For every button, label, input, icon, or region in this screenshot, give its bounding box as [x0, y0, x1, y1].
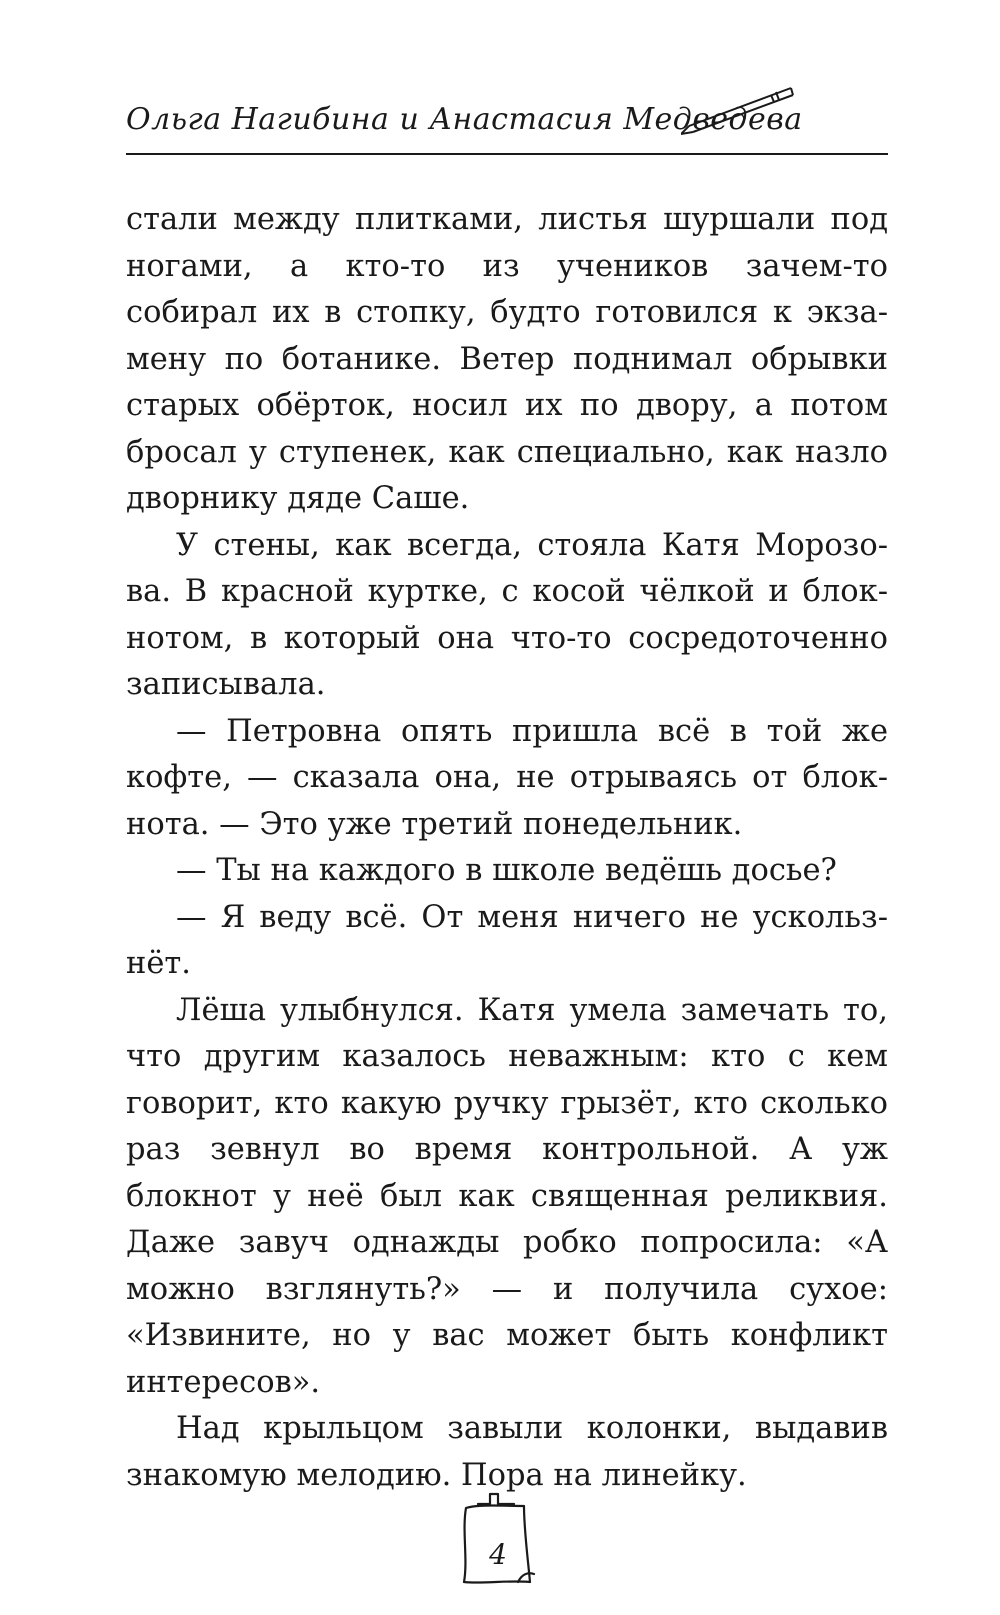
paragraph: Лёша улыбнулся. Катя умела замечать то, что другим казалось неважным: кто с кем говорит, кто какую ручку грызёт, кто сколько раз зевнул во время контрольной. А уж блокнот у неё был как священная реликвия. Даже завуч однажды робко попросила: «А можно взглянуть?» — и получила сухое: «Извините, но у вас может быть конфликт интересов». [126, 992, 888, 1400]
header-rule [126, 153, 888, 155]
paragraph: У стены, как всегда, стояла Катя Морозова. В красной куртке, с косой чёлкой и блокнотом, в который она что-то сосредоточенно записывала. [126, 527, 888, 702]
paragraph: стали между плитками, листья шуршали под ногами, а кто-то из учеников зачем-то собирал их в стопку, будто готовился к экзамену по ботанике. Ветер поднимал обрывки старых обёрток, носил их по двору, а потом бросал у ступенек, как специально, как назло дворнику дяде Саше. [126, 202, 888, 516]
body-text [126, 197, 888, 1499]
pen-icon [681, 80, 801, 140]
paragraph: Над крыльцом завыли колонки, выдавив знакомую мелодию. Пора на линейку. [126, 1411, 888, 1493]
page-number: 4 [489, 1538, 507, 1571]
header-authors: Ольга Нагибина и Анастасия Медведева [126, 102, 803, 137]
dialogue-line: — Я веду всё. От меня ничего не ускользнёт. [126, 899, 888, 981]
page-footer [458, 1490, 548, 1590]
dialogue-line: — Ты на каждого в школе ведёшь досье? [176, 853, 837, 888]
dialogue-line: — Петровна опять пришла всё в той же кофте, — сказала она, не отрываясь от блокнота. — Это уже третий понедельник. [126, 713, 888, 842]
running-header [126, 80, 886, 150]
